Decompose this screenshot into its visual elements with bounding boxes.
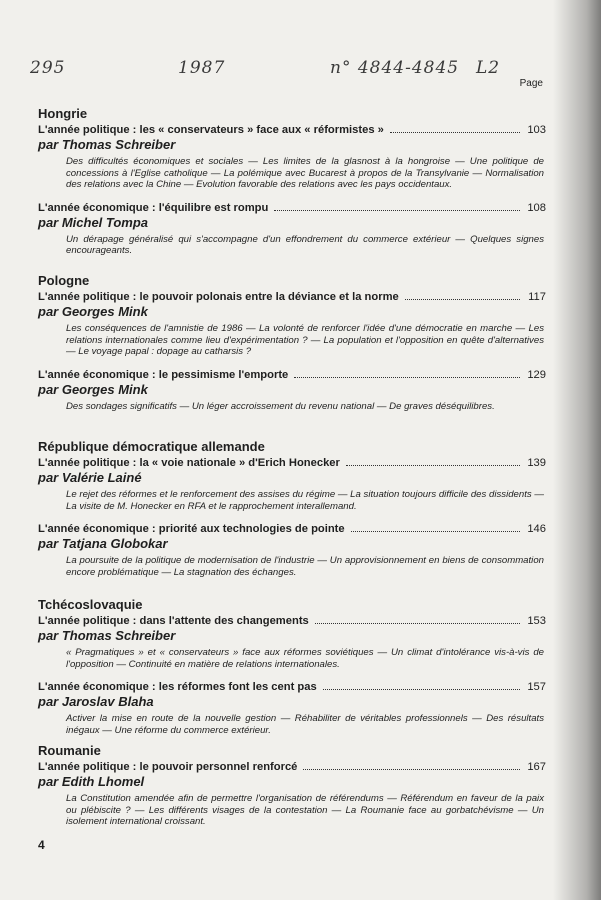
page-column-header: Page xyxy=(519,78,543,89)
section-rda xyxy=(38,439,546,589)
entry-title-row[interactable] xyxy=(38,457,546,469)
country-heading: Tchécoslovaquie xyxy=(38,597,143,612)
handwritten-note-year: 1987 xyxy=(178,58,226,78)
toc-entry[interactable] xyxy=(38,681,546,736)
country-heading: Roumanie xyxy=(38,743,101,758)
entry-author: par Jaroslav Blaha xyxy=(38,694,154,709)
entry-title-row[interactable] xyxy=(38,761,546,773)
entry-author: par Thomas Schreiber xyxy=(38,628,176,643)
entry-title: L'année politique : les « conservateurs » face aux « réformistes » xyxy=(38,124,384,136)
page-number: 4 xyxy=(38,838,45,852)
country-heading: République démocratique allemande xyxy=(38,439,265,454)
entry-summary: « Pragmatiques » et « conservateurs » face aux réformes soviétiques — Un climat d'intolérance vis-à-vis de l'opposition — Continuité en matière de relations internationales. xyxy=(66,647,544,670)
entry-title-row[interactable] xyxy=(38,202,546,214)
toc-entry[interactable] xyxy=(38,291,546,358)
section-tchecoslovaquie xyxy=(38,597,546,747)
entry-page-number: 108 xyxy=(527,201,546,214)
entry-author: par Valérie Lainé xyxy=(38,470,142,485)
entry-title-row[interactable] xyxy=(38,681,546,693)
handwritten-note-code: L2 xyxy=(476,58,501,78)
entry-summary: Un dérapage généralisé qui s'accompagne d'un effondrement du commerce extérieur — Quelques signes encourageants. xyxy=(66,233,544,256)
entry-summary: Des sondages significatifs — Un léger accroissement du revenu national — De graves déséquilibres. xyxy=(66,400,495,412)
entry-title: L'année politique : dans l'attente des changements xyxy=(38,615,309,627)
entry-page-number: 117 xyxy=(528,291,546,303)
entry-author: par Georges Mink xyxy=(38,381,148,397)
entry-author: par Georges Mink xyxy=(38,304,148,319)
binding-shadow xyxy=(553,0,601,900)
entry-author: par Tatjana Globokar xyxy=(38,536,168,551)
entry-page-number: 153 xyxy=(527,615,546,627)
entry-summary: La poursuite de la politique de modernisation de l'industrie — Un approvisionnement en biens de consommation encore problématique — La stagnation des échanges. xyxy=(66,555,544,578)
dot-leader xyxy=(274,210,520,211)
toc-entry[interactable] xyxy=(38,124,546,191)
entry-summary: Des difficultés économiques et sociales — Les limites de la glasnost à la hongroise — Une politique de concessions à l'Eglise catholique — La polémique avec Bucarest à propos de la Transylvanie — Normalisation des relations avec la Chine — Evolution favorable des relations avec les pays occidentaux. xyxy=(66,156,544,190)
toc-entry[interactable] xyxy=(38,615,546,670)
section-hongrie xyxy=(38,106,546,268)
entry-summary: La Constitution amendée afin de permettre l'organisation de référendums — Référendum en faveur de la paix ou plébiscite ? — Les différents visages de la contestation — La Roumanie face au gorbatchévisme — Un isolement international croissant. xyxy=(66,793,544,827)
entry-title-row[interactable] xyxy=(38,523,546,535)
dot-leader xyxy=(303,769,520,770)
entry-author: par Edith Lhomel xyxy=(38,774,145,789)
entry-page-number: 103 xyxy=(527,124,546,136)
entry-title: L'année économique : le pessimisme l'emporte xyxy=(38,368,289,381)
entry-summary: Les conséquences de l'amnistie de 1986 — La volonté de renforcer l'idée d'une démocratie en marche — Les relations internationales comme lieu d'expérimentation ? — La population et l'opposition en quête d'alternatives — Le voyage papal : dopage au catharsis ? xyxy=(66,323,544,357)
dot-leader xyxy=(390,132,520,133)
entry-page-number: 129 xyxy=(527,368,546,381)
country-heading: Pologne xyxy=(38,273,90,288)
entry-title-row[interactable] xyxy=(38,124,546,136)
entry-author: par Thomas Schreiber xyxy=(38,137,176,152)
entry-title-row[interactable] xyxy=(38,369,546,381)
toc-entry[interactable] xyxy=(38,457,546,512)
entry-author: par Michel Tompa xyxy=(38,214,149,230)
dot-leader xyxy=(405,299,520,300)
entry-page-number: 139 xyxy=(527,457,546,469)
entry-title: L'année politique : le pouvoir personnel renforcé xyxy=(38,761,298,773)
entry-title-row[interactable] xyxy=(38,291,546,303)
handwritten-note-left: 295 xyxy=(30,58,66,78)
section-pologne xyxy=(38,273,546,423)
toc-entry[interactable] xyxy=(38,761,546,828)
dot-leader xyxy=(346,465,520,466)
dot-leader xyxy=(315,623,520,624)
dot-leader xyxy=(294,377,520,378)
toc-entry[interactable] xyxy=(38,202,546,257)
entry-summary: Activer la mise en route de la nouvelle gestion — Réhabiliter de véritables professionnels — Des résultats inégaux — Une réforme du commerce extérieur. xyxy=(66,713,544,736)
toc-entry[interactable] xyxy=(38,523,546,578)
dot-leader xyxy=(351,531,520,532)
handwritten-note-issue: n° 4844-4845 xyxy=(330,58,460,78)
entry-title: L'année politique : le pouvoir polonais entre la déviance et la norme xyxy=(38,291,399,303)
entry-page-number: 167 xyxy=(527,761,546,773)
entry-title: L'année économique : l'équilibre est rompu xyxy=(38,201,269,214)
entry-page-number: 146 xyxy=(527,523,546,535)
section-roumanie xyxy=(38,743,546,839)
country-heading: Hongrie xyxy=(38,106,88,121)
entry-title-row[interactable] xyxy=(38,615,546,627)
entry-summary: Le rejet des réformes et le renforcement des assises du régime — La situation toujours difficile des dissidents — La visite de M. Honecker en RFA et le rapprochement interallemand. xyxy=(66,489,544,512)
toc-entry[interactable] xyxy=(38,369,546,413)
entry-title: L'année économique : priorité aux technologies de pointe xyxy=(38,523,345,535)
dot-leader xyxy=(323,689,520,690)
entry-title: L'année économique : les réformes font les cent pas xyxy=(38,681,317,693)
entry-page-number: 157 xyxy=(527,681,546,693)
entry-title: L'année politique : la « voie nationale » d'Erich Honecker xyxy=(38,457,340,469)
